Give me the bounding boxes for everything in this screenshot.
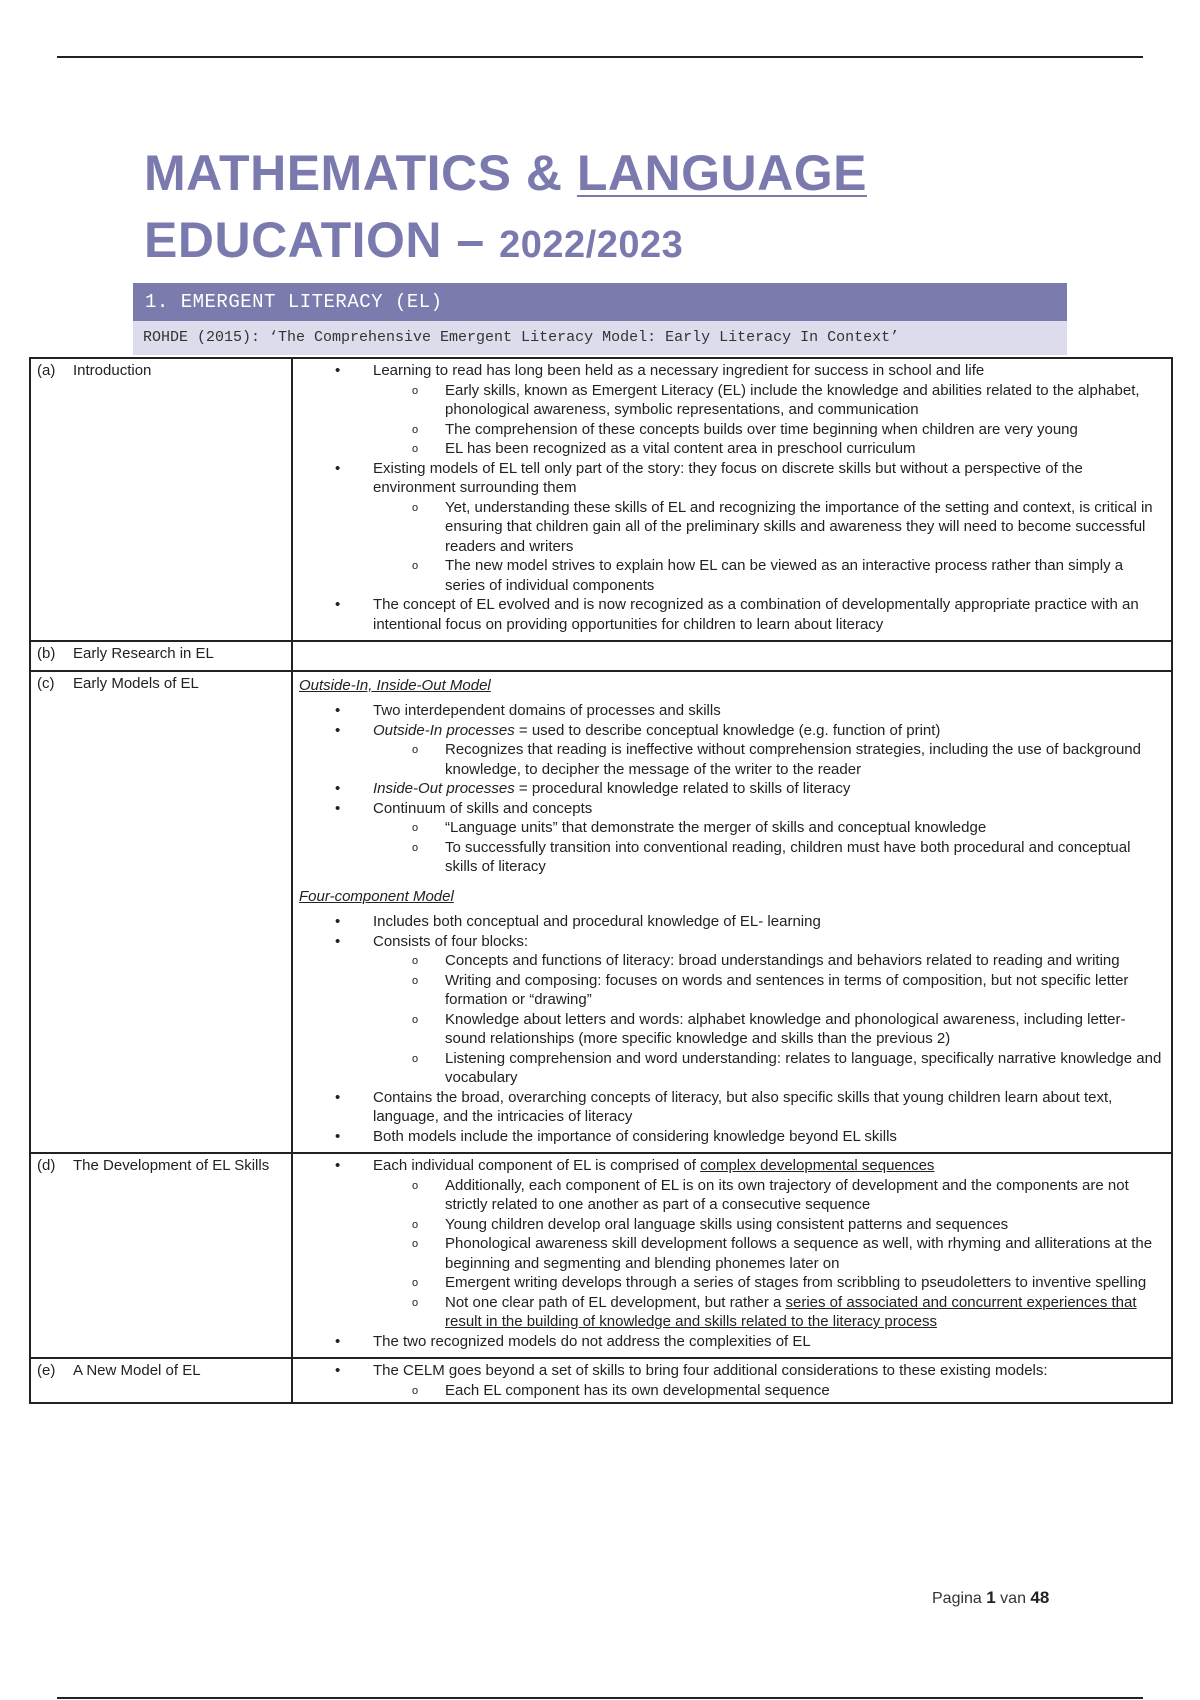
list-item: o Knowledge about letters and words: alphabet knowledge and phonological awareness, including letter-sound relationships (more specific knowledge and skills than the previous 2) <box>299 1010 1165 1049</box>
title-year: 2022/2023 <box>499 224 684 266</box>
row-label: Early Research in EL <box>73 645 214 662</box>
row-label: A New Model of EL <box>73 1362 201 1379</box>
list-item: o Each EL component has its own developmental sequence <box>299 1381 1165 1401</box>
title-underlined-text: LANGUAGE <box>576 145 867 201</box>
title-text: EDUCATION <box>144 212 443 268</box>
row-content-cell <box>292 1153 1172 1358</box>
list-item: o Recognizes that reading is ineffective without comprehension strategies, including the use of background knowledge, to decipher the message of the writer to the reader <box>299 740 1165 779</box>
row-label: Early Models of EL <box>73 674 199 692</box>
list-item: o The comprehension of these concepts builds over time beginning when children are very young <box>299 420 1165 440</box>
model-heading: Four-component Model <box>299 887 454 905</box>
row-content-cell <box>292 641 1172 671</box>
row-letter: (a) <box>37 362 56 379</box>
row-content-cell <box>292 358 1172 641</box>
list-item: o Phonological awareness skill development follows a sequence as well, with rhyming and alliterations at the beginning and segmenting and blending phonemes later on <box>299 1234 1165 1273</box>
list-item: o Writing and composing: focuses on words and sentences in terms of composition, but not specific letter formation or “drawing” <box>299 971 1165 1010</box>
row-label: The Development of EL Skills <box>73 1157 270 1174</box>
list-item: • The two recognized models do not address the complexities of EL <box>299 1332 1165 1352</box>
list-item: o Yet, understanding these skills of EL and recognizing the importance of the setting and context, is critical in ensuring that children gain all of the preliminary skills and awareness they will need to become successful readers and writers <box>299 498 1165 557</box>
row-label: Introduction <box>73 362 152 379</box>
list-item: • Consists of four blocks: o Concepts and functions of literacy: broad understandings and behaviors related to reading and writing o Writing and composing: focuses on words and sentences in terms of composition, but not specific letter formation or “drawing” o Knowledge about letters and words: alphabet knowledge and phonological awareness, including letter-sound relationships (more specific knowledge and skills than the previous 2) o Listening comprehension and word understanding: relates to language, specifically narrative knowledge and vocabulary <box>299 932 1165 1088</box>
row-label-cell <box>30 1153 292 1358</box>
list-item: • The concept of EL evolved and is now recognized as a combination of developmentally appropriate practice with an intentional focus on providing opportunities for children to learn about literacy <box>299 595 1165 634</box>
list-item: o The new model strives to explain how EL can be viewed as an interactive process rather than simply a series of individual components <box>299 556 1165 595</box>
list-item: o Emergent writing develops through a series of stages from scribbling to pseudoletters to inventive spelling <box>299 1273 1165 1293</box>
row-label-cell <box>30 1358 292 1403</box>
table-row <box>30 1358 1172 1403</box>
row-letter: (d) <box>37 1157 56 1174</box>
table-row <box>30 641 1172 671</box>
list-item: o Listening comprehension and word understanding: relates to language, specifically narrative knowledge and vocabulary <box>299 1049 1165 1088</box>
table-row <box>30 1153 1172 1358</box>
list-item: o EL has been recognized as a vital content area in preschool curriculum <box>299 439 1165 459</box>
top-rule <box>57 56 1143 58</box>
row-label-cell <box>30 358 292 641</box>
row-label-cell <box>30 641 292 671</box>
list-item: o Concepts and functions of literacy: broad understandings and behaviors related to reading and writing <box>299 951 1165 971</box>
page-number: Pagina 1 van 48 <box>932 1588 1050 1607</box>
title-dash: – <box>442 212 500 268</box>
row-letter: (e) <box>37 1362 56 1379</box>
list-item: o Young children develop oral language skills using consistent patterns and sequences <box>299 1215 1165 1235</box>
page-title-line-2 <box>144 210 683 275</box>
list-item: • Learning to read has long been held as a necessary ingredient for success in school and life o Early skills, known as Emergent Literacy (EL) include the knowledge and abilities related to the alphabet, phonological awareness, symbolic representations, and communication o The comprehension of these concepts builds over time beginning when children are very young o EL has been recognized as a vital content area in preschool curriculum <box>299 361 1165 459</box>
list-item: o Additionally, each component of EL is on its own trajectory of development and the components are not strictly related to one another as part of a consecutive sequence <box>299 1176 1165 1215</box>
list-item: • Includes both conceptual and procedural knowledge of EL- learning <box>299 912 1165 932</box>
table-row <box>30 358 1172 641</box>
list-item: • Inside-Out processes = procedural knowledge related to skills of literacy <box>299 779 1165 799</box>
title-text: MATHEMATICS & <box>144 145 577 201</box>
list-item: o Early skills, known as Emergent Literacy (EL) include the knowledge and abilities related to the alphabet, phonological awareness, symbolic representations, and communication <box>299 381 1165 420</box>
model-heading: Outside-In, Inside-Out Model <box>299 676 491 694</box>
list-item: • Continuum of skills and concepts o “Language units” that demonstrate the merger of skills and conceptual knowledge o To successfully transition into conventional reading, children must have both procedural and conceptual skills of literacy <box>299 799 1165 877</box>
page-title-line-1 <box>144 143 867 203</box>
bottom-rule <box>57 1697 1143 1699</box>
list-item: • Outside-In processes = used to describe conceptual knowledge (e.g. function of print) o Recognizes that reading is ineffective without comprehension strategies, including the use of background knowledge, to decipher the message of the writer to the reader <box>299 721 1165 780</box>
notes-table <box>29 357 1173 1404</box>
list-item: • Two interdependent domains of processes and skills <box>299 701 1165 721</box>
row-content-cell <box>292 671 1172 1154</box>
list-item: o Not one clear path of EL development, but rather a series of associated and concurrent experiences that result in the building of knowledge and skills related to the literacy process <box>299 1293 1165 1332</box>
list-item: • Each individual component of EL is comprised of complex developmental sequences o Additionally, each component of EL is on its own trajectory of development and the components are not strictly related to one another as part of a consecutive sequence o Young children develop oral language skills using consistent patterns and sequences o Phonological awareness skill development follows a sequence as well, with rhyming and alliterations at the beginning and segmenting and blending phonemes later on o Emergent writing develops through a series of stages from scribbling to pseudoletters to inventive spelling o Not one clear path of EL development, but rather a series of associated and concurrent experiences that result in the building of knowledge and skills related to the literacy process <box>299 1156 1165 1332</box>
list-item: o “Language units” that demonstrate the merger of skills and conceptual knowledge <box>299 818 1165 838</box>
subsection-heading: ROHDE (2015): ‘The Comprehensive Emergent Literacy Model: Early Literacy In Context’ <box>133 321 1067 355</box>
row-content-cell <box>292 1358 1172 1403</box>
section-heading: 1. EMERGENT LITERACY (EL) <box>133 283 1067 321</box>
list-item: • Contains the broad, overarching concepts of literacy, but also specific skills that young children learn about text, language, and the intricacies of literacy <box>299 1088 1165 1127</box>
list-item: • Both models include the importance of considering knowledge beyond EL skills <box>299 1127 1165 1147</box>
row-letter: (c) <box>37 674 55 692</box>
list-item: • The CELM goes beyond a set of skills to bring four additional considerations to these existing models: o Each EL component has its own developmental sequence <box>299 1361 1165 1400</box>
row-label-cell <box>30 671 292 1154</box>
list-item: • Existing models of EL tell only part of the story: they focus on discrete skills but without a perspective of the environment surrounding them o Yet, understanding these skills of EL and recognizing the importance of the setting and context, is critical in ensuring that children gain all of the preliminary skills and awareness they will need to become successful readers and writers o The new model strives to explain how EL can be viewed as an interactive process rather than simply a series of individual components <box>299 459 1165 596</box>
row-letter: (b) <box>37 645 56 662</box>
table-row <box>30 671 1172 1154</box>
list-item: o To successfully transition into conventional reading, children must have both procedural and conceptual skills of literacy <box>299 838 1165 877</box>
